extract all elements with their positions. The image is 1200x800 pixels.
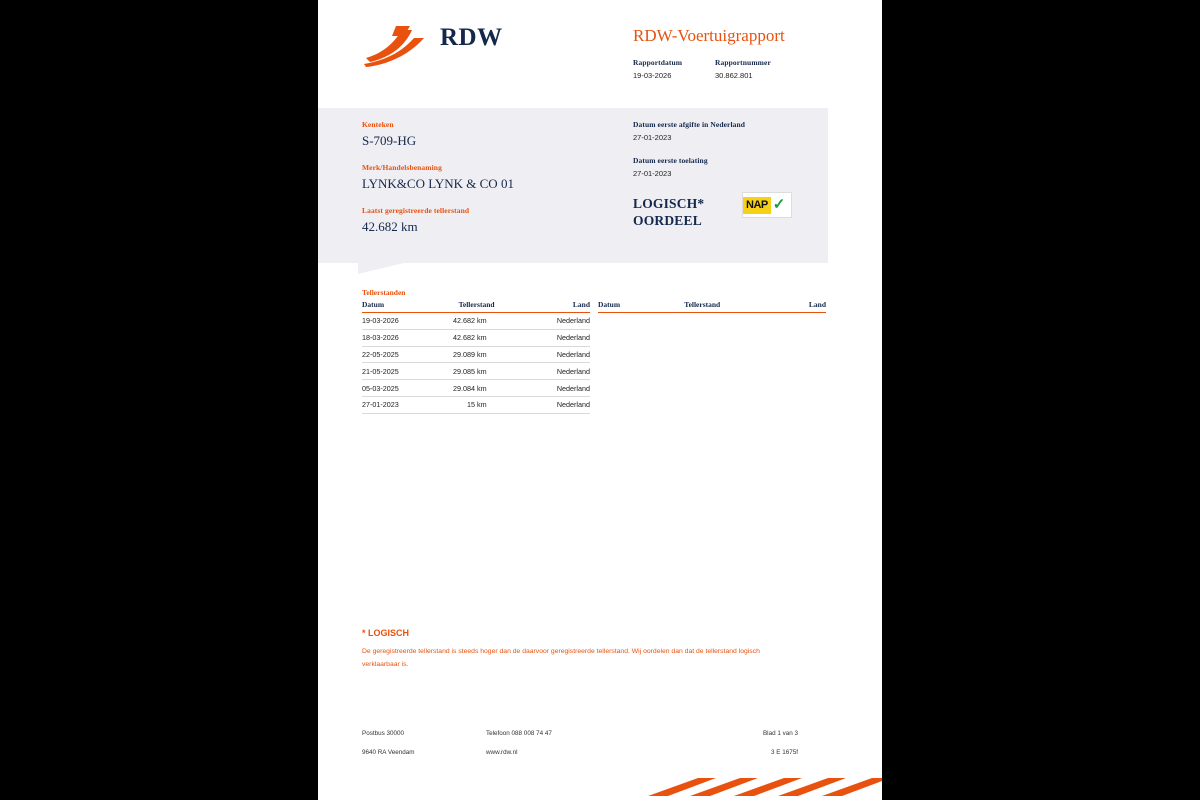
- verdict-line-2: OORDEEL: [633, 212, 702, 228]
- cell-tellerstand: 29.085 km: [415, 363, 543, 380]
- meta-rapportnummer: [715, 58, 771, 80]
- footnote: [362, 628, 802, 671]
- meta-rapportdatum: [633, 58, 697, 80]
- nap-badge: [742, 192, 792, 218]
- table-row: [362, 396, 590, 413]
- summary-right-column: [633, 120, 833, 192]
- table-row: [362, 380, 590, 397]
- field-merk: [362, 163, 562, 194]
- field-eerste-afgifte-label: Datum eerste afgifte in Nederland: [633, 120, 746, 129]
- col-tellerstand: Tellerstand: [415, 300, 543, 313]
- field-kenteken-value: S-709-HG: [362, 133, 417, 148]
- cell-land: Nederland: [543, 363, 590, 380]
- report-meta: [633, 58, 771, 80]
- nap-badge-label: NAP: [743, 197, 771, 214]
- cell-tellerstand: 29.084 km: [415, 380, 543, 397]
- footer-contact: [486, 730, 552, 756]
- cell-datum: 05-03-2025: [362, 380, 415, 397]
- table-header-row: [598, 300, 826, 313]
- col-land: Land: [793, 300, 826, 313]
- cell-land: Nederland: [543, 380, 590, 397]
- footer-phone: Telefoon 088 008 74 47: [486, 730, 552, 737]
- col-datum: Datum: [362, 300, 415, 313]
- cell-datum: 19-03-2026: [362, 313, 415, 330]
- field-merk-label: Merk/Handelsbenaming: [362, 162, 442, 172]
- table-row: [362, 346, 590, 363]
- table-header-row: [362, 300, 590, 313]
- field-tellerstand-value: 42.682 km: [362, 218, 418, 234]
- check-icon: ✓: [772, 196, 786, 213]
- cell-tellerstand: 29.089 km: [415, 346, 543, 363]
- cell-datum: 18-03-2026: [362, 329, 415, 346]
- meta-rapportdatum-value: 19-03-2026: [633, 71, 672, 80]
- cell-datum: 22-05-2025: [362, 346, 415, 363]
- verdict-text: [633, 196, 704, 230]
- document-header: [318, 0, 882, 108]
- summary-band-notch: [358, 263, 404, 274]
- brand-name: RDW: [440, 24, 503, 51]
- field-kenteken-label: Kenteken: [362, 120, 394, 129]
- field-tellerstand: [362, 206, 562, 237]
- field-eerste-afgifte: [633, 120, 833, 144]
- footer-page-number: Blad 1 van 3: [762, 730, 798, 737]
- meta-rapportdatum-label: Rapportdatum: [633, 58, 683, 67]
- readings-table-body: [362, 313, 590, 414]
- field-eerste-toelating: [633, 156, 833, 180]
- document-page: [318, 0, 882, 800]
- footnote-title: * LOGISCH: [362, 628, 410, 638]
- footer-address: [362, 730, 415, 756]
- col-datum: Datum: [598, 300, 640, 313]
- field-eerste-afgifte-value: 27-01-2023: [633, 133, 672, 142]
- readings-table-left: [362, 300, 590, 414]
- cell-land: Nederland: [543, 313, 590, 330]
- page-title: RDW-Voertuigrapport: [633, 26, 785, 45]
- rdw-logo-icon: [362, 24, 434, 68]
- section-title-tellerstanden: Tellerstanden: [362, 288, 406, 297]
- footnote-body: De geregistreerde tellerstand is steeds hoger dan de daarvoor geregistreerde tellerstand. Wij oordelen dan dat de tellerstand logisch verklaarbaar is.: [362, 648, 760, 668]
- col-land: Land: [543, 300, 590, 313]
- footer-address-line-2: 9640 RA Veendam: [362, 749, 415, 756]
- summary-left-column: [362, 120, 562, 249]
- footer-decoration-icon: [638, 770, 882, 800]
- cell-land: Nederland: [543, 396, 590, 413]
- cell-datum: 27-01-2023: [362, 396, 415, 413]
- footer-pagination: [698, 730, 798, 756]
- field-merk-value: LYNK&CO LYNK & CO 01: [362, 175, 514, 191]
- cell-land: Nederland: [543, 346, 590, 363]
- footer-website: www.rdw.nl: [486, 749, 518, 756]
- meta-rapportnummer-label: Rapportnummer: [715, 58, 771, 67]
- verdict-line-1: LOGISCH*: [633, 196, 705, 211]
- table-row: [362, 313, 590, 330]
- field-tellerstand-label: Laatst geregistreerde tellerstand: [362, 205, 470, 215]
- cell-land: Nederland: [543, 329, 590, 346]
- cell-datum: 21-05-2025: [362, 363, 415, 380]
- footer-form-code: 3 E 1675f: [771, 749, 798, 756]
- meta-rapportnummer-value: 30.862.801: [715, 71, 753, 80]
- readings-table-right: [598, 300, 826, 313]
- col-tellerstand: Tellerstand: [640, 300, 793, 313]
- footer-address-line-1: Postbus 30000: [362, 730, 405, 737]
- cell-tellerstand: 42.682 km: [415, 313, 543, 330]
- table-row: [362, 329, 590, 346]
- field-eerste-toelating-value: 27-01-2023: [633, 168, 672, 178]
- field-eerste-toelating-label: Datum eerste toelating: [633, 155, 708, 165]
- table-row: [362, 363, 590, 380]
- cell-tellerstand: 42.682 km: [415, 329, 543, 346]
- field-kenteken: [362, 120, 562, 151]
- cell-tellerstand: 15 km: [415, 396, 543, 413]
